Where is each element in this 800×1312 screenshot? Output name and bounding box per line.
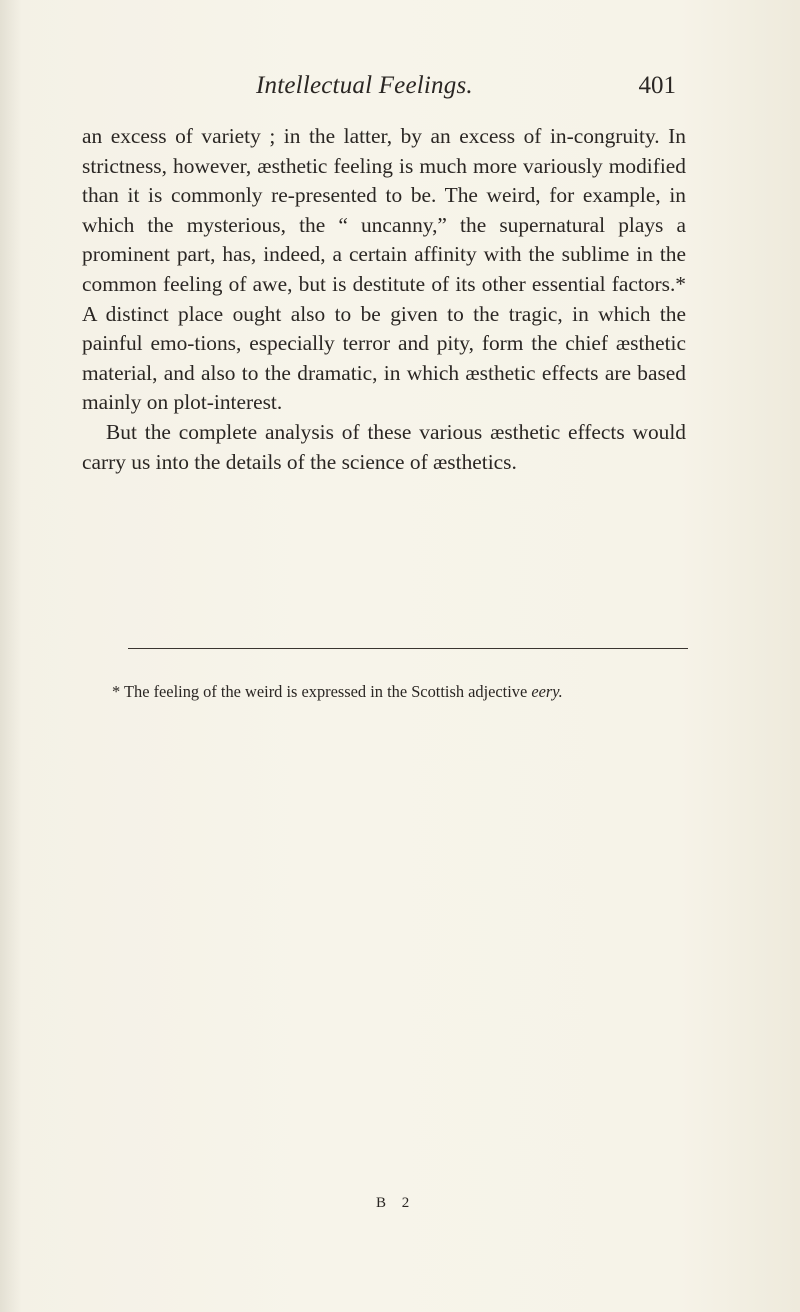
page-number: 401 bbox=[638, 72, 676, 99]
running-head bbox=[256, 72, 676, 112]
running-title: Intellectual Feelings. bbox=[256, 72, 473, 99]
gutter-shadow bbox=[0, 0, 22, 1312]
footnote bbox=[82, 680, 686, 704]
body-text bbox=[82, 122, 686, 477]
footnote-text: * The feeling of the weird is expressed in the Scottish adjective bbox=[112, 682, 528, 701]
paragraph-1: an excess of variety ; in the latter, by an excess of in-congruity. In strictness, however, æsthetic feeling is much more variously modified than it is commonly re-presented to be. The weird, for example, in which the mysterious, the “ uncanny,” the supernatural plays a prominent part, has, indeed, a certain affinity with the sublime in the common feeling of awe, but is destitute of its other essential factors.* A distinct place ought also to be given to the tragic, in which the painful emo-tions, especially terror and pity, form the chief æsthetic material, and also to the dramatic, in which æsthetic effects are based mainly on plot-interest. bbox=[82, 124, 686, 415]
paragraph-2: But the complete analysis of these various æsthetic effects would carry us into the details of the science of æsthetics. bbox=[82, 419, 686, 474]
footnote-italic-word: eery. bbox=[531, 682, 563, 701]
signature-mark: B 2 bbox=[376, 1195, 416, 1211]
footnote-rule bbox=[128, 648, 688, 649]
